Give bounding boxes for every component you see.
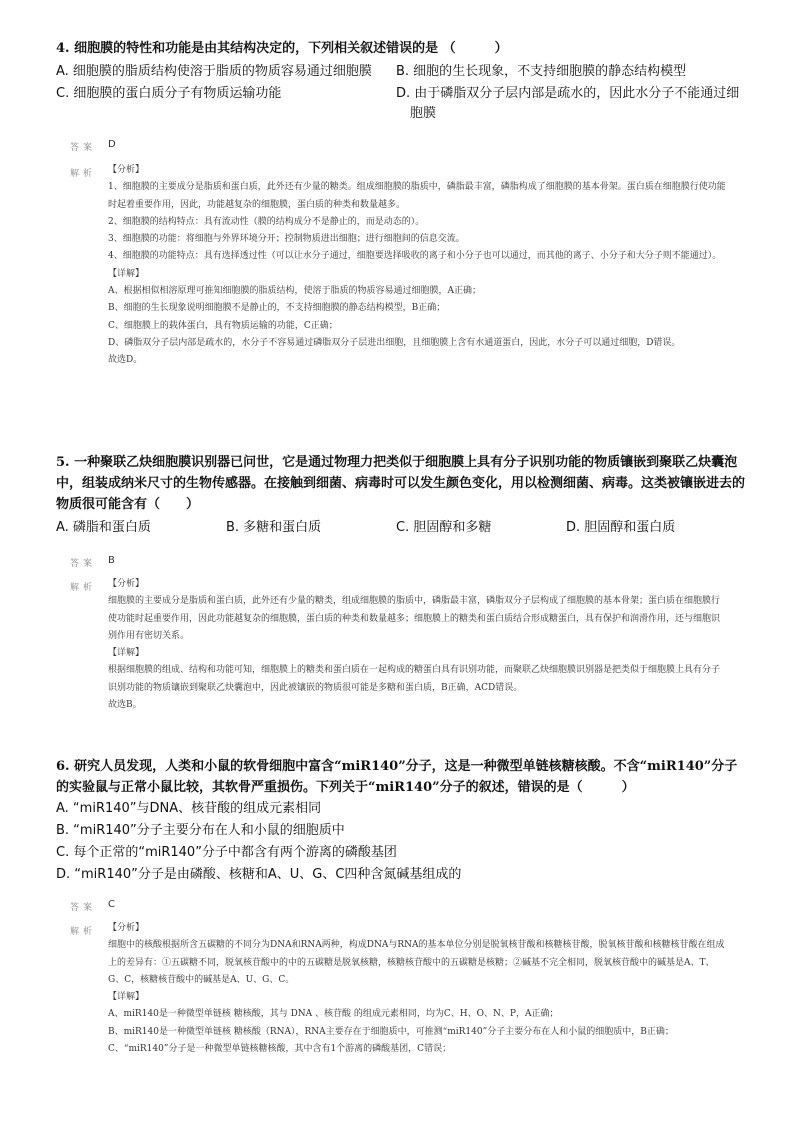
answer-value: B (108, 555, 115, 566)
analysis-line: 【详解】 (108, 648, 145, 659)
option-b: B. 多糖和蛋白质 (226, 520, 322, 535)
analysis-label: 解析 (70, 583, 97, 593)
option-b: B. 细胞的生长现象，不支持细胞膜的静态结构模型 (396, 64, 687, 79)
answer-value: C (108, 899, 115, 910)
analysis-line: A、根据相似相溶原理可推知细胞膜的脂质结构，使溶于脂质的物质容易通过细胞膜，A正确； (108, 286, 482, 297)
answer-label: 答案 (70, 903, 97, 913)
option-c: C. 胆固醇和多糖 (396, 520, 492, 535)
analysis-line: 【详解】 (108, 268, 145, 279)
option-c: C. 每个正常的“miR140”分子中都含有两个游离的磷酸基团 (56, 845, 397, 860)
analysis-line: 2、细胞膜的结构特点：具有流动性（膜的结构成分不是静止的，而是动态的）。 (108, 216, 425, 227)
analysis-line: 4、细胞膜的功能特点：具有选择透过性（可以让水分子通过，细胞要选择吸收的离子和小分子也可以通过，而其他的离子、小分子和大分子则不能通过）。 (108, 251, 722, 262)
analysis-line: C、“miR140”分子是一种微型单链核糖核酸，其中含有1个游离的磷酸基团，C错误； (108, 1044, 452, 1055)
option-d: D. 胆固醇和蛋白质 (566, 520, 676, 535)
analysis (108, 576, 728, 714)
analysis-line: 【详解】 (108, 992, 145, 1003)
options (56, 518, 746, 538)
answer-value: D (108, 139, 116, 150)
analysis-line: B、miR140是一种微型单链核 糖核酸（RNA），RNA主要存在于细胞质中，可推测“miR140”分子主要分布在人和小鼠的细胞质中，B正确； (108, 1026, 674, 1037)
analysis-line: C、细胞膜上的载体蛋白，具有物质运输的功能，C正确； (108, 320, 338, 331)
question-6 (56, 756, 746, 885)
analysis-line: D、磷脂双分子层内部是疏水的，水分子不容易通过磷脂双分子层进出细胞，且细胞膜上含有水通道蛋白，因此，水分子可以通过细胞，D错误。 (108, 337, 681, 348)
option-a: A. “miR140”与DNA、核苷酸的组成元素相同 (56, 801, 322, 816)
question-4 (56, 38, 746, 124)
options (56, 62, 746, 124)
option-a: A. 细胞膜的脂质结构使溶于脂质的物质容易通过细胞膜 (56, 64, 372, 79)
analysis-line: 【分析】 (108, 579, 145, 589)
analysis-line: 故选D。 (108, 355, 143, 366)
options (56, 799, 746, 885)
analysis-line: 3、细胞膜的功能：将细胞与外界环境分开；控制物质进出细胞；进行细胞间的信息交流。 (108, 234, 465, 245)
question-stem: 4. 细胞膜的特性和功能是由其结构决定的，下列相关叙述错误的是 （ ） (56, 41, 508, 56)
analysis-label: 解析 (70, 927, 97, 937)
analysis (108, 162, 728, 370)
question-stem: 5. 一种聚联乙炔细胞膜识别器已问世，它是通过物理力把类似于细胞膜上具有分子识别功能的物质镶嵌到聚联乙炔囊泡中，组装成纳米尺寸的生物传感器。在接触到细菌、病毒时可以发生颜色变化，用以检测细菌、病毒。这类被镶嵌进去的物质很可能含有（ ） (56, 455, 746, 512)
analysis-line: 细胞膜的主要成分是脂质和蛋白质，此外还有少量的糖类，组成细胞膜的脂质中，磷脂最丰富，磷脂双分子层构成了细胞膜的基本骨架；蛋白质在细胞膜行使功能时起重要作用，因此功能越复杂的细胞膜，蛋白质的种类和数量越多；细胞膜上的糖类和蛋白质结合形成糖蛋白，具有保护和润滑作用，还与细胞识别作用有密切关系。 (108, 596, 721, 641)
analysis-line: 细胞中的核酸根据所含五碳糖的不同分为DNA和RNA两种，构成DNA与RNA的基本单位分别是脱氧核苷酸和核糖核苷酸，脱氧核苷酸和核糖核苷酸在组成上的差异有：①五碳糖不同，脱氧核苷酸中的中的五碳糖是脱氧核糖，核糖核苷酸中的五碳糖是核糖；②碱基不完全相同，脱氧核苷酸中的碱基是A、T、G、C，核糖核苷酸中的碱基是A、U、G、C。 (108, 940, 725, 985)
question-stem: 6. 研究人员发现，人类和小鼠的软骨细胞中富含“miR140”分子，这是一种微型单链核糖核酸。不含“miR140”分子的实验鼠与正常小鼠比较，其软骨严重损伤。下列关于“miR140”分子的叙述，错误的是（ ） (56, 759, 738, 795)
question-5 (56, 452, 746, 538)
analysis-line: 【分析】 (108, 165, 145, 175)
analysis (108, 920, 728, 1058)
option-c: C. 细胞膜的蛋白质分子有物质运输功能 (56, 86, 282, 101)
analysis-line: 根据细胞膜的组成、结构和功能可知，细胞膜上的糖类和蛋白质在一起构成的糖蛋白具有识别功能，而聚联乙炔细胞膜识别器是把类似于细胞膜上具有分子识别功能的物质镶嵌到聚联乙炔囊泡中，因此被镶嵌的物质很可能是多糖和蛋白质，B正确，ACD错误。 (108, 665, 721, 693)
option-d: D. 由于磷脂双分子层内部是疏水的，因此水分子不能通过细胞膜 (396, 86, 740, 121)
option-d: D. “miR140”分子是由磷酸、核糖和A、U、G、C四种含氮碱基组成的 (56, 867, 462, 882)
answer-label: 答案 (70, 143, 97, 153)
answer-label: 答案 (70, 559, 97, 569)
analysis-line: 【分析】 (108, 923, 145, 933)
analysis-line: B、细胞的生长现象说明细胞膜不是静止的，不支持细胞膜的静态结构模型，B正确； (108, 303, 446, 314)
analysis-label: 解析 (70, 169, 97, 179)
option-a: A. 磷脂和蛋白质 (56, 520, 151, 535)
analysis-line: 故选B。 (108, 700, 142, 711)
analysis-line: A、miR140是一种微型单链核 糖核酸，其与 DNA 、核苷酸 的组成元素相同，均为C、H、O、N、P，A正确； (108, 1009, 559, 1020)
option-b: B. “miR140”分子主要分布在人和小鼠的细胞质中 (56, 823, 345, 838)
analysis-line: 1、细胞膜的主要成分是脂质和蛋白质，此外还有少量的糖类。组成细胞膜的脂质中，磷脂最丰富，磷脂构成了细胞膜的基本骨架。蛋白质在细胞膜行使功能时起着重要作用，因此，功能越复杂的细胞膜，蛋白质的种类和数量越多。 (108, 182, 726, 210)
